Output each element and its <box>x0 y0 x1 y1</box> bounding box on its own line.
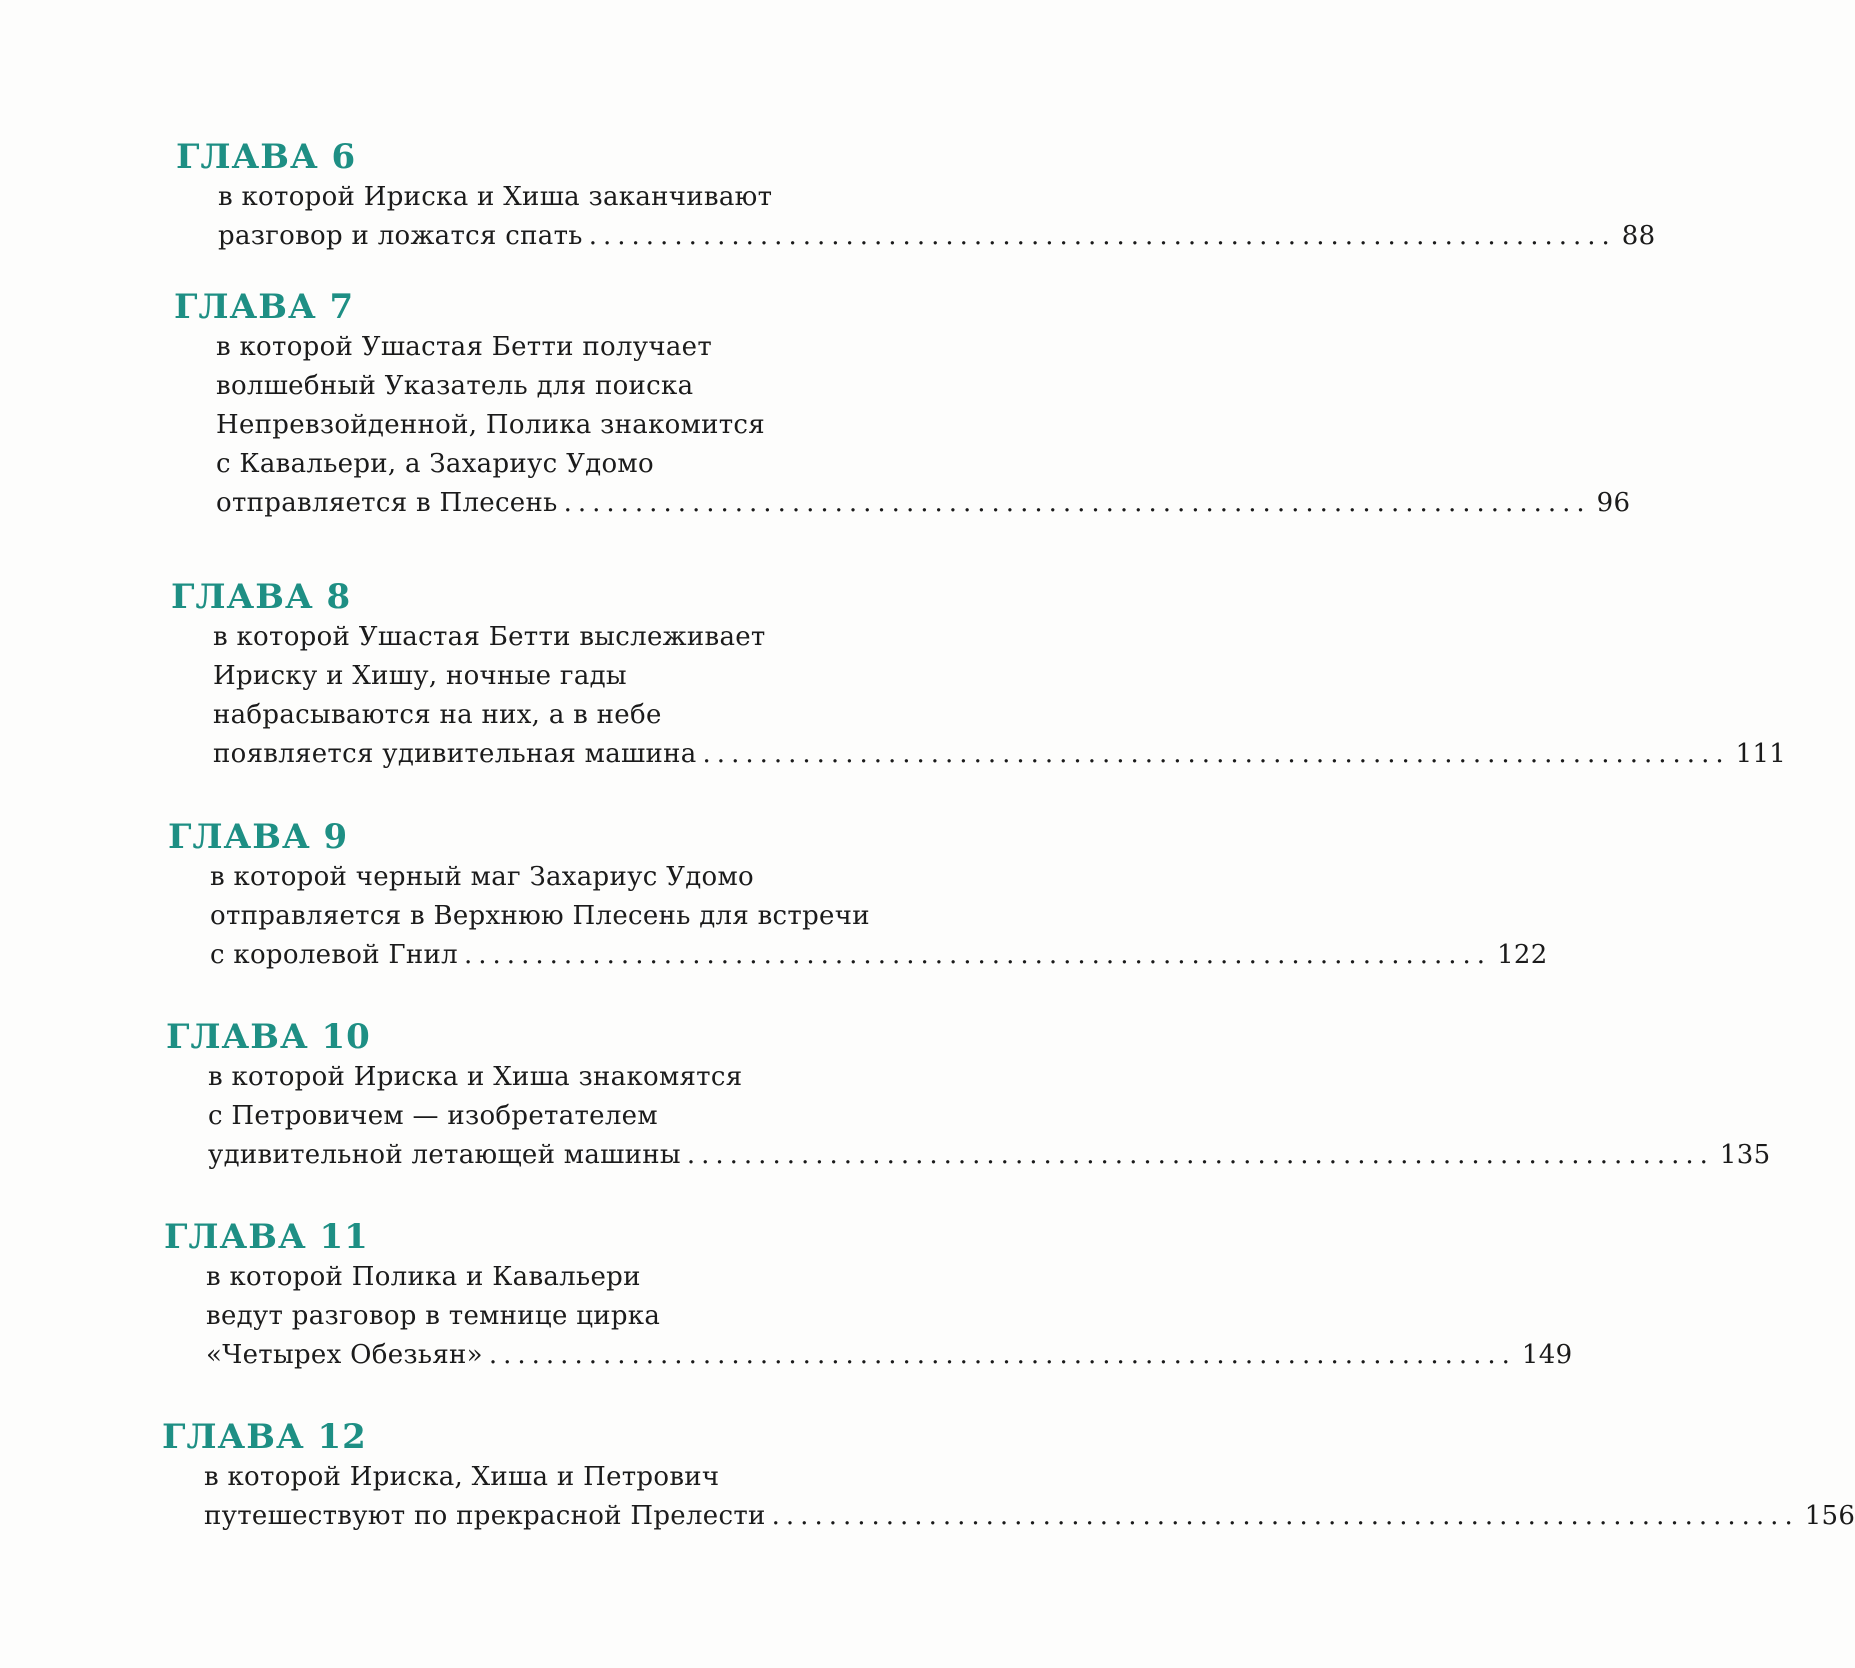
description-last-line <box>213 735 1787 774</box>
description-line: «Четырех Обезьян» <box>206 1340 483 1370</box>
dot-leader: ........................................................................ <box>488 1340 1516 1370</box>
dot-leader: ........................................................................ <box>702 739 1730 769</box>
description-line: в которой Ириска и Хиша заканчивают <box>218 182 773 212</box>
page-number: 149 <box>1521 1340 1573 1370</box>
chapter-description <box>204 1458 1855 1536</box>
description-line: разговор и ложатся спать <box>218 221 583 251</box>
page-number: 96 <box>1596 488 1631 518</box>
description-line: с Кавальери, а Захариус Удомо <box>216 449 654 479</box>
toc-entry-chapter-10 <box>166 1016 1771 1175</box>
description-line: отправляется в Верхнюю Плесень для встречи <box>210 901 870 931</box>
page-number: 88 <box>1621 221 1656 251</box>
description-line: Ириску и Хишу, ночные гады <box>213 661 627 691</box>
description-line: путешествуют по прекрасной Прелести <box>204 1501 766 1531</box>
description-line: в которой Полика и Кавальери <box>206 1262 641 1292</box>
description-last-line <box>216 484 1631 523</box>
toc-entry-chapter-11 <box>164 1216 1573 1375</box>
chapter-description <box>213 618 1787 774</box>
chapter-title: ГЛАВА 11 <box>164 1217 369 1257</box>
page-number: 135 <box>1719 1140 1771 1170</box>
description-last-line <box>204 1497 1855 1536</box>
description-line: отправляется в Плесень <box>216 488 558 518</box>
chapter-description <box>208 1058 1771 1175</box>
description-line: появляется удивительная машина <box>213 739 697 769</box>
page-number: 156 <box>1804 1501 1855 1531</box>
dot-leader: ........................................................................ <box>771 1501 1799 1531</box>
description-last-line <box>210 936 1548 975</box>
chapter-title: ГЛАВА 10 <box>166 1017 371 1057</box>
dot-leader: ........................................................................ <box>563 488 1591 518</box>
toc-entry-chapter-12 <box>162 1416 1855 1536</box>
description-line: в которой Ириска, Хиша и Петрович <box>204 1462 720 1492</box>
chapter-description <box>218 178 1656 256</box>
chapter-title: ГЛАВА 12 <box>162 1417 367 1457</box>
description-last-line <box>218 217 1656 256</box>
chapter-description <box>210 858 1548 975</box>
description-line: с королевой Гнил <box>210 940 459 970</box>
chapter-title: ГЛАВА 7 <box>174 287 355 327</box>
toc-entry-chapter-6 <box>176 136 1656 256</box>
description-line: в которой черный маг Захариус Удомо <box>210 862 754 892</box>
chapter-description <box>206 1258 1573 1375</box>
description-line: в которой Ушастая Бетти выслеживает <box>213 622 766 652</box>
chapter-title: ГЛАВА 6 <box>176 137 357 177</box>
dot-leader: ........................................................................ <box>588 221 1616 251</box>
description-last-line <box>208 1136 1771 1175</box>
page-number: 111 <box>1735 739 1787 769</box>
toc-entry-chapter-7 <box>174 286 1631 523</box>
description-line: в которой Ушастая Бетти получает <box>216 332 713 362</box>
toc-entry-chapter-9 <box>168 816 1548 975</box>
chapter-description <box>216 328 1631 523</box>
dot-leader: ........................................................................ <box>686 1140 1714 1170</box>
description-line: с Петровичем — изобретателем <box>208 1101 658 1131</box>
description-line: набрасываются на них, а в небе <box>213 700 662 730</box>
toc-entry-chapter-8 <box>171 576 1787 774</box>
description-line: ведут разговор в темнице цирка <box>206 1301 661 1331</box>
description-line: удивительной летающей машины <box>208 1140 681 1170</box>
description-line: Непревзойденной, Полика знакомится <box>216 410 765 440</box>
description-last-line <box>206 1336 1573 1375</box>
page-number: 122 <box>1497 940 1548 970</box>
description-line: волшебный Указатель для поиска <box>216 371 694 401</box>
description-line: в которой Ириска и Хиша знакомятся <box>208 1062 743 1092</box>
chapter-title: ГЛАВА 8 <box>171 577 352 617</box>
dot-leader: ........................................................................ <box>464 940 1492 970</box>
chapter-title: ГЛАВА 9 <box>168 817 349 857</box>
